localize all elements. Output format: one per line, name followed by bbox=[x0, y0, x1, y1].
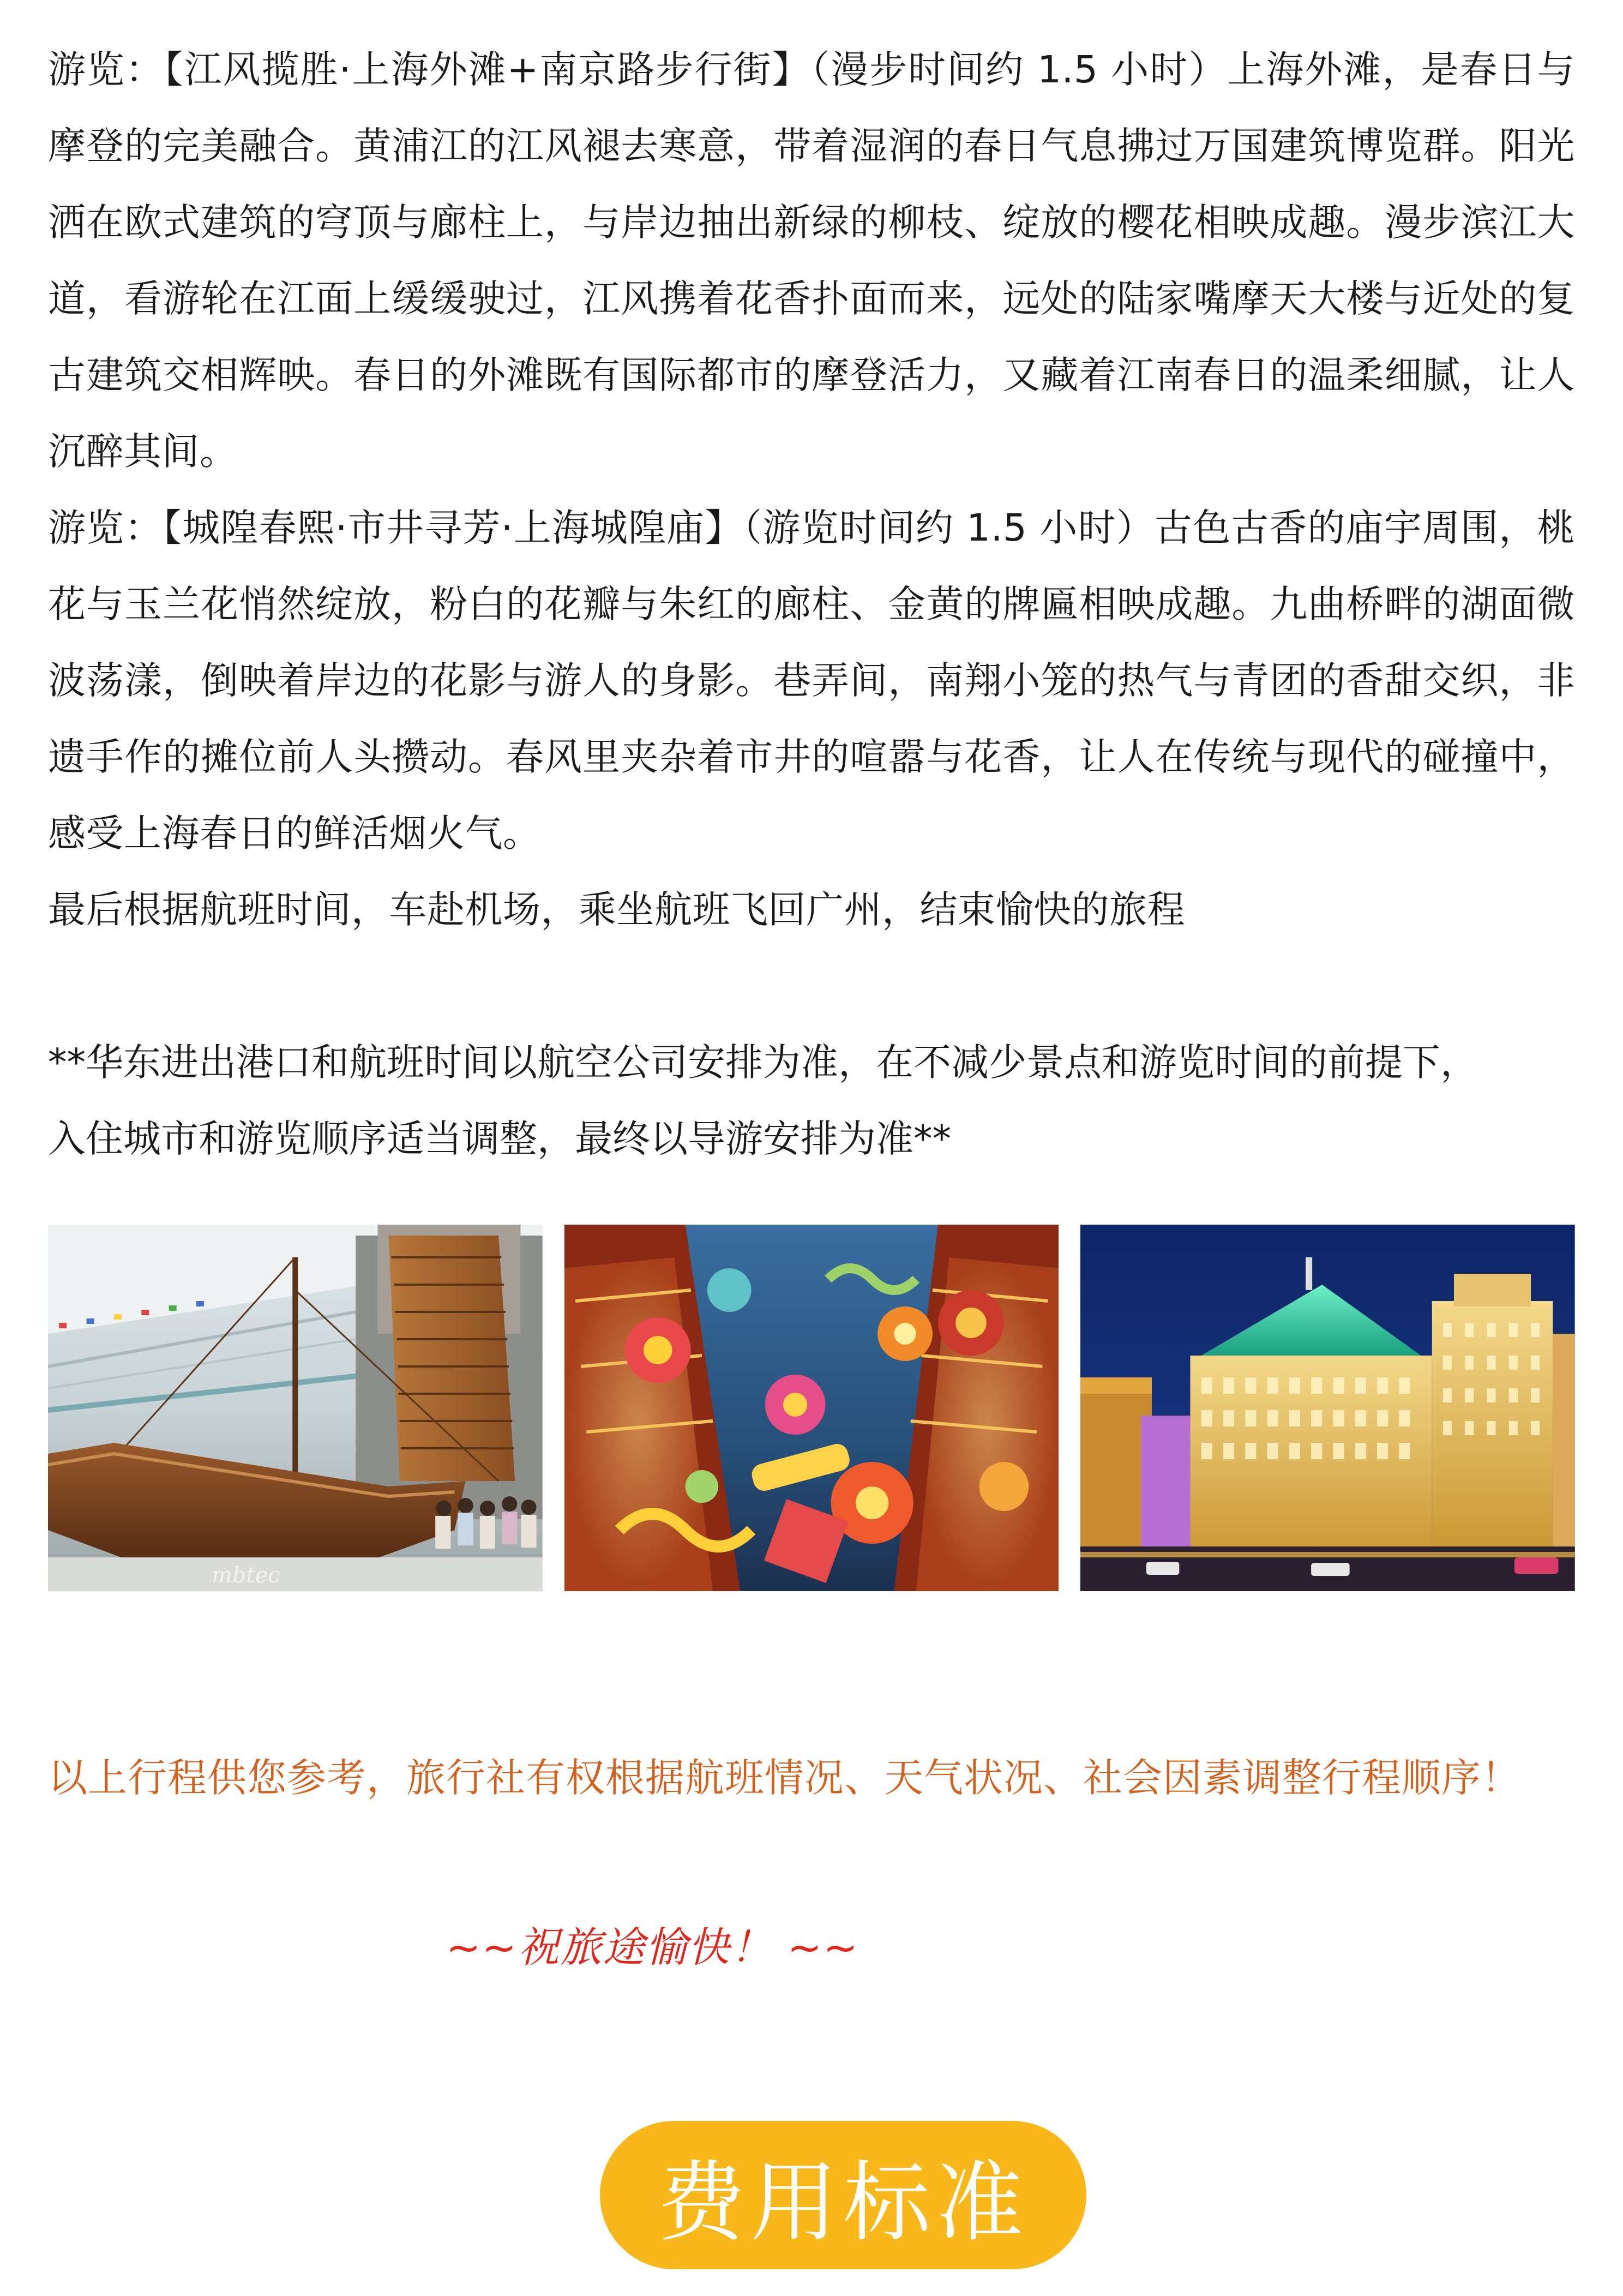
photo-bund-night bbox=[1080, 1225, 1575, 1591]
spacer bbox=[48, 948, 1575, 1024]
farewell-wish: ~~祝旅途愉快！ ~~ bbox=[446, 1923, 859, 1971]
fee-standard-button[interactable] bbox=[600, 2121, 1086, 2269]
temple-lanterns-image bbox=[564, 1225, 1059, 1591]
itinerary-disclaimer: 以上行程供您参考，旅行社有权根据航班情况、天气状况、社会因素调整行程顺序！ bbox=[48, 1755, 1522, 1801]
photo-strip bbox=[48, 1225, 1575, 1591]
itinerary-paragraph-return: 最后根据航班时间，车赴机场，乘坐航班飞回广州，结束愉快的旅程 bbox=[48, 888, 1185, 932]
fee-standard-label: 费用标准 bbox=[657, 2151, 1029, 2253]
itinerary-paragraph-bund: 游览：【江风揽胜·上海外滩+南京路步行街】（漫步时间约 1.5 小时）上海外滩，是春日与摩登的完美融合。黄浦江的江风褪去寒意，带着湿润的春日气息拂过万国建筑博览群。阳光洒在欧式建筑的穹顶与廊柱上，与岸边抽出新绿的柳枝、绽放的樱花相映成趣。漫步滨江大道，看游轮在江面上缓缓驶过，江风携着花香扑面而来，远处的陆家嘴摩天大楼与近处的复古建筑交相辉映。春日的外滩既有国际都市的摩登活力，又藏着江南春日的温柔细腻，让人沉醉其间。 bbox=[48, 48, 1575, 473]
bund-night-image bbox=[1080, 1225, 1575, 1591]
photo-junk-ship bbox=[48, 1225, 543, 1591]
junk-ship-image bbox=[48, 1225, 543, 1591]
itinerary-section bbox=[48, 32, 1575, 1177]
photo-temple-lanterns bbox=[564, 1225, 1059, 1591]
notice-line-2: 入住城市和游览顺序适当调整，最终以导游安排为准** bbox=[48, 1117, 951, 1161]
itinerary-paragraph-temple: 游览：【城隍春熙·市井寻芳·上海城隍庙】（游览时间约 1.5 小时）古色古香的庙宇周围，桃花与玉兰花悄然绽放，粉白的花瓣与朱红的廊柱、金黄的牌匾相映成趣。九曲桥畔的湖面微波荡漾，倒映着岸边的花影与游人的身影。巷弄间，南翔小笼的热气与青团的香甜交织，非遗手作的摊位前人头攒动。春风里夹杂着市井的喧嚣与花香，让人在传统与现代的碰撞中，感受上海春日的鲜活烟火气。 bbox=[48, 506, 1575, 855]
photo-watermark: mbtec bbox=[212, 1563, 280, 1588]
notice-line-1: **华东进出港口和航班时间以航空公司安排为准，在不减少景点和游览时间的前提下， bbox=[48, 1041, 1478, 1084]
